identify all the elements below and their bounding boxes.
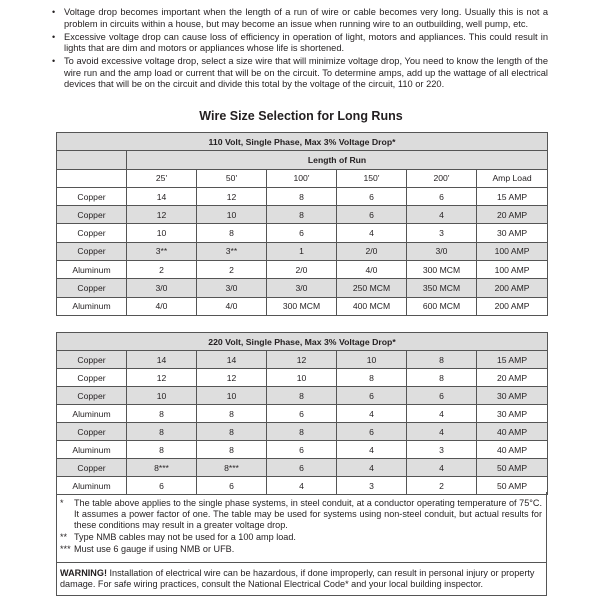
table-cell: 12: [127, 206, 197, 224]
column-header: 100': [267, 169, 337, 187]
table-cell: 12: [197, 369, 267, 387]
table-row: [57, 387, 548, 405]
table-row: [57, 224, 548, 242]
table-row: [57, 351, 548, 369]
wire-material-cell: Copper: [57, 279, 127, 297]
table-cell: 8: [407, 369, 477, 387]
table-cell: 3: [337, 477, 407, 495]
table-cell: 10: [197, 387, 267, 405]
table-cell: 8: [267, 206, 337, 224]
wire-material-cell: Aluminum: [57, 297, 127, 315]
table-cell: 10: [267, 369, 337, 387]
table-cell: 4: [407, 459, 477, 477]
table-cell: 8: [127, 405, 197, 423]
table-cell: 4: [407, 423, 477, 441]
table-cell: 200 AMP: [477, 297, 548, 315]
table-cell: 6: [127, 477, 197, 495]
table-cell: 12: [127, 369, 197, 387]
table-220-body: [57, 333, 548, 495]
table-cell: 6: [337, 423, 407, 441]
table-cell: 2: [197, 261, 267, 279]
table-cell: 4: [267, 477, 337, 495]
wire-material-cell: Copper: [57, 187, 127, 205]
table-row: [57, 279, 548, 297]
table-110-caption: 110 Volt, Single Phase, Max 3% Voltage Drop*: [57, 133, 548, 151]
table-cell: 8: [267, 187, 337, 205]
table-110-header-row: [57, 169, 548, 187]
intro-bullets: [50, 7, 548, 92]
table-cell: 15 AMP: [477, 351, 548, 369]
table-row: [57, 297, 548, 315]
wire-material-cell: Copper: [57, 224, 127, 242]
table-row: [57, 242, 548, 260]
table-cell: 14: [127, 187, 197, 205]
table-cell: 2/0: [337, 242, 407, 260]
table-cell: 6: [197, 477, 267, 495]
column-header: 25': [127, 169, 197, 187]
table-cell: 4: [407, 405, 477, 423]
table-cell: 12: [197, 187, 267, 205]
warning-text: Installation of electrical wire can be hazardous, if done improperly, can result in personal injury or property damage. For safe wiring practices, consult the National Electrical Code* and your local building inspector.: [60, 568, 535, 589]
table-cell: 10: [337, 351, 407, 369]
table-cell: 14: [197, 351, 267, 369]
table-110-subcaption: Length of Run: [127, 151, 548, 169]
table-cell: 1: [267, 242, 337, 260]
table-cell: 3/0: [407, 242, 477, 260]
table-row: [57, 441, 548, 459]
table-cell: 40 AMP: [477, 423, 548, 441]
column-header: 200': [407, 169, 477, 187]
table-cell: 30 AMP: [477, 387, 548, 405]
wire-material-cell: Copper: [57, 423, 127, 441]
table-cell: 400 MCM: [337, 297, 407, 315]
table-cell: 4: [337, 441, 407, 459]
wire-material-cell: Copper: [57, 351, 127, 369]
table-cell: 100 AMP: [477, 261, 548, 279]
table-cell: 3: [407, 441, 477, 459]
table-cell: 200 AMP: [477, 279, 548, 297]
table-cell: 10: [127, 387, 197, 405]
table-cell: 20 AMP: [477, 206, 548, 224]
wire-material-cell: Copper: [57, 387, 127, 405]
column-header: 150': [337, 169, 407, 187]
table-cell: 10: [127, 224, 197, 242]
table-cell: 8: [407, 351, 477, 369]
table-cell: 6: [267, 459, 337, 477]
table-cell: 8: [337, 369, 407, 387]
table-cell: 6: [267, 224, 337, 242]
warning-label: WARNING!: [60, 568, 107, 578]
table-cell: 14: [127, 351, 197, 369]
wire-material-cell: Copper: [57, 369, 127, 387]
table-cell: 3/0: [127, 279, 197, 297]
table-cell: 8: [197, 441, 267, 459]
table-cell: 100 AMP: [477, 242, 548, 260]
table-row: [57, 187, 548, 205]
table-cell: 6: [407, 187, 477, 205]
table-row: [57, 423, 548, 441]
column-header: 50': [197, 169, 267, 187]
table-cell: 8: [197, 423, 267, 441]
wire-material-cell: Aluminum: [57, 405, 127, 423]
table-cell: 8***: [127, 459, 197, 477]
footnote-mark: *: [60, 498, 64, 508]
table-cell: 4/0: [337, 261, 407, 279]
table-cell: 6: [267, 405, 337, 423]
table-cell: 8: [197, 224, 267, 242]
table-row: [57, 206, 548, 224]
footnote-text: Type NMB cables may not be used for a 100 amp load.: [74, 532, 296, 542]
footnote-2: [60, 532, 542, 543]
table-row: [57, 459, 548, 477]
table-cell: 8: [127, 423, 197, 441]
table-110-volt: [56, 132, 548, 316]
column-header: [57, 169, 127, 187]
table-cell: 10: [197, 206, 267, 224]
table-cell: 30 AMP: [477, 405, 548, 423]
column-header: Amp Load: [477, 169, 548, 187]
table-cell: 6: [267, 441, 337, 459]
table-cell: 12: [267, 351, 337, 369]
table-cell: 6: [337, 387, 407, 405]
bullet-excessive-drop: • Excessive voltage drop can cause loss of efficiency in operation of light, motors and appliances. This could result in lights that are dim and motors or appliances whose life is shortened.: [50, 32, 548, 55]
bullet-voltage-drop: • Voltage drop becomes important when the length of a run of wire or cable becomes very long. Usually this is not a problem in circuits within a house, but may become an issue when running wire to an outbuilding, well pump, etc.: [50, 7, 548, 30]
warning-note: [60, 568, 542, 590]
table-cell: 3/0: [197, 279, 267, 297]
table-row: [57, 369, 548, 387]
table-cell: 4/0: [127, 297, 197, 315]
table-cell: 15 AMP: [477, 187, 548, 205]
table-cell: 50 AMP: [477, 477, 548, 495]
table-cell: 2/0: [267, 261, 337, 279]
wire-material-cell: Aluminum: [57, 441, 127, 459]
wire-material-cell: Copper: [57, 206, 127, 224]
section-heading: Wire Size Selection for Long Runs: [199, 109, 403, 123]
table-cell: 350 MCM: [407, 279, 477, 297]
table-cell: 4: [407, 206, 477, 224]
table-row: [57, 405, 548, 423]
table-cell: 3**: [197, 242, 267, 260]
table-cell: 8: [267, 423, 337, 441]
bullet-avoid-drop: • To avoid excessive voltage drop, select a size wire that will minimize voltage drop, You need to know the length of the wire run and the amp load or current that will be on the circuit. To determine amps, add up the wattage of all electrical devices that will be on the circuit and divide this total by the voltage of the circuit, 110 or 220.: [50, 56, 548, 91]
table-cell: 2: [127, 261, 197, 279]
table-110-blank-cell: [57, 151, 127, 169]
table-cell: 20 AMP: [477, 369, 548, 387]
wire-material-cell: Aluminum: [57, 261, 127, 279]
footnote-text: Must use 6 gauge if using NMB or UFB.: [74, 544, 235, 554]
table-cell: 3: [407, 224, 477, 242]
table-cell: 6: [337, 206, 407, 224]
table-cell: 3/0: [267, 279, 337, 297]
footnote-mark: ***: [60, 544, 71, 554]
table-cell: 8***: [197, 459, 267, 477]
footnote-3: [60, 544, 542, 555]
table-cell: 4: [337, 459, 407, 477]
footnote-mark: **: [60, 532, 68, 542]
footnote-1: [60, 498, 542, 531]
wire-material-cell: Copper: [57, 459, 127, 477]
table-220-volt: [56, 332, 548, 495]
table-cell: 300 MCM: [407, 261, 477, 279]
table-cell: 8: [267, 387, 337, 405]
warning-divider: [56, 562, 547, 563]
table-cell: 50 AMP: [477, 459, 548, 477]
table-cell: 30 AMP: [477, 224, 548, 242]
table-cell: 4: [337, 405, 407, 423]
table-cell: 3**: [127, 242, 197, 260]
table-110-body: [57, 133, 548, 316]
table-cell: 4: [337, 224, 407, 242]
wire-material-cell: Aluminum: [57, 477, 127, 495]
table-row: [57, 261, 548, 279]
table-cell: 250 MCM: [337, 279, 407, 297]
table-cell: 600 MCM: [407, 297, 477, 315]
table-cell: 300 MCM: [267, 297, 337, 315]
footnote-text: The table above applies to the single phase systems, in steel conduit, at a conductor operating temperature of 75°C. It assumes a power factor of one. The table may be used for systems using non-steel conduit, but actual results for these conditions may result in a greater voltage drop.: [74, 498, 542, 530]
table-cell: 6: [337, 187, 407, 205]
table-220-caption: 220 Volt, Single Phase, Max 3% Voltage Drop*: [57, 333, 548, 351]
table-cell: 8: [127, 441, 197, 459]
table-cell: 4/0: [197, 297, 267, 315]
table-cell: 40 AMP: [477, 441, 548, 459]
table-cell: 6: [407, 387, 477, 405]
wire-material-cell: Copper: [57, 242, 127, 260]
table-cell: 2: [407, 477, 477, 495]
footnotes: [60, 498, 542, 556]
table-cell: 8: [197, 405, 267, 423]
